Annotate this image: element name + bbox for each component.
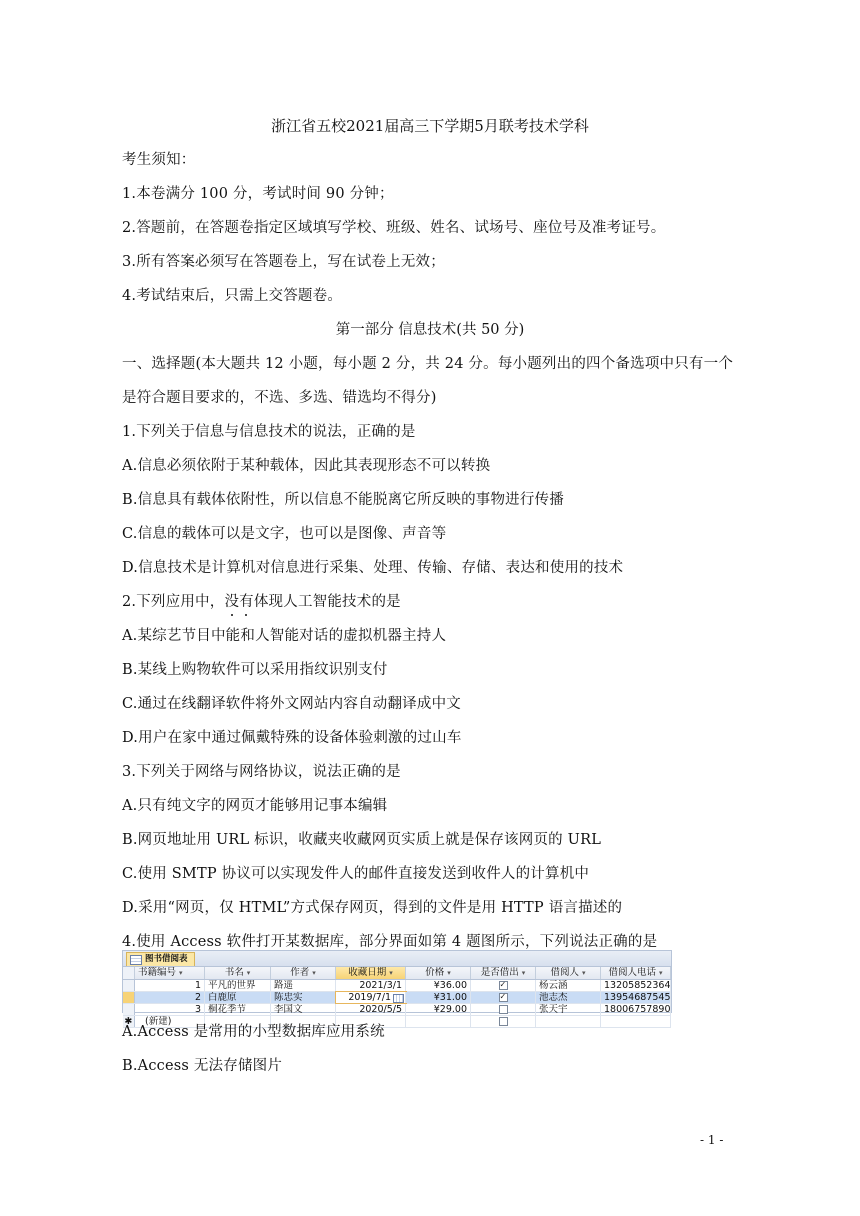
cell-author[interactable]: 路遥 (271, 980, 336, 991)
empty-cell[interactable] (601, 1016, 671, 1027)
notice-item: 2.答题前，在答题卷指定区域填写学校、班级、姓名、试场号、座位号及准考证号。 (122, 220, 666, 236)
date-picker-icon[interactable] (393, 994, 404, 1003)
option: D.用户在家中通过佩戴特殊的设备体验刺激的过山车 (122, 730, 462, 746)
table-row[interactable] (123, 1004, 671, 1016)
option: B.网页地址用 URL 标识，收藏夹收藏网页实质上就是保存该网页的 URL (122, 832, 602, 848)
part-title: 第一部分 信息技术(共 50 分) (335, 322, 525, 338)
cell-id[interactable]: 1 (135, 980, 205, 991)
notice-item: 4.考试结束后，只需上交答题卷。 (122, 288, 343, 304)
record-selector[interactable] (123, 980, 135, 991)
column-header[interactable]: 书名 ▾ (205, 967, 271, 979)
cell-price[interactable]: ¥31.00 (406, 992, 471, 1003)
new-record-label[interactable]: (新建) (135, 1016, 205, 1027)
access-datasheet-figure (122, 950, 672, 1027)
question-stem: 3.下列关于网络与网络协议，说法正确的是 (122, 764, 401, 780)
column-header[interactable]: 价格 ▾ (406, 967, 471, 979)
dropdown-arrow-icon: ▾ (659, 969, 663, 977)
stem-text: 2.下列应用中， (122, 594, 225, 610)
column-header[interactable]: 借阅人电话 ▾ (601, 967, 671, 979)
section-instructions: 一、选择题(本大题共 12 小题，每小题 2 分，共 24 分。每小题列出的四个备选项中只有一个 (122, 356, 734, 372)
exam-title: 浙江省五校2021届高三下学期5月联考技术学科 (271, 117, 589, 135)
table-row[interactable] (123, 980, 671, 992)
cell-id[interactable]: 3 (135, 1004, 205, 1015)
table-row-selected[interactable] (123, 992, 671, 1004)
cell-author[interactable]: 陈忠实 (271, 992, 336, 1003)
cell-borrower[interactable]: 池志杰 (536, 992, 601, 1003)
column-header[interactable]: 作者 ▾ (271, 967, 336, 979)
question-stem: 1.下列关于信息与信息技术的说法，正确的是 (122, 424, 416, 440)
checkbox[interactable] (499, 993, 508, 1002)
cell-lent[interactable] (471, 1016, 536, 1027)
cell-lent[interactable] (471, 992, 536, 1003)
dropdown-arrow-icon: ▾ (389, 969, 393, 977)
tab-label: 图书借阅表 (145, 954, 188, 964)
column-header[interactable]: 借阅人 ▾ (536, 967, 601, 979)
cell-date-active[interactable]: 2019/7/1 (336, 992, 406, 1003)
record-selector[interactable] (123, 1004, 135, 1015)
notice-item: 1.本卷满分 100 分，考试时间 90 分钟； (122, 186, 394, 202)
dropdown-arrow-icon: ▾ (582, 969, 586, 977)
cell-author[interactable]: 李国文 (271, 1004, 336, 1015)
option: C.使用 SMTP 协议可以实现发件人的邮件直接发送到收件人的计算机中 (122, 866, 590, 882)
cell-id[interactable]: 2 (135, 992, 205, 1003)
cell-price[interactable]: ¥29.00 (406, 1004, 471, 1015)
column-header[interactable]: 书籍编号 ▾ (135, 967, 205, 979)
option: D.信息技术是计算机对信息进行采集、处理、传输、存储、表达和使用的技术 (122, 560, 624, 576)
datasheet-grid (123, 967, 671, 1028)
cell-name[interactable]: 平凡的世界 (205, 980, 271, 991)
select-all-cell[interactable] (123, 967, 135, 979)
cell-borrower[interactable]: 杨云涵 (536, 980, 601, 991)
checkbox[interactable] (499, 1017, 508, 1026)
dropdown-arrow-icon: ▾ (179, 969, 183, 977)
checkbox[interactable] (499, 981, 508, 990)
cell-borrower[interactable]: 张天宇 (536, 1004, 601, 1015)
column-header[interactable]: 是否借出 ▾ (471, 967, 536, 979)
page-number: - 1 - (700, 1133, 724, 1147)
dropdown-arrow-icon: ▾ (312, 969, 316, 977)
option: A.某综艺节目中能和人智能对话的虚拟机器主持人 (122, 628, 447, 644)
option: B.Access 无法存储图片 (122, 1058, 283, 1074)
dropdown-arrow-icon: ▾ (246, 969, 251, 977)
cell-name[interactable]: 白鹿原 (205, 992, 271, 1003)
cell-date[interactable]: 2021/3/1 (336, 980, 406, 991)
cell-price[interactable]: ¥36.00 (406, 980, 471, 991)
column-header-sorted[interactable]: 收藏日期 ▾ (336, 967, 406, 979)
cell-date[interactable]: 2020/5/5 (336, 1004, 406, 1015)
notice-item: 3.所有答案必须写在答题卷上，写在试卷上无效； (122, 254, 445, 270)
cell-lent[interactable] (471, 1004, 536, 1015)
question-stem (122, 590, 401, 611)
cell-phone[interactable]: 18006757890 (601, 1004, 671, 1015)
dropdown-arrow-icon: ▾ (447, 969, 451, 977)
section-instructions: 是符合题目要求的，不选、多选、错选均不得分) (122, 390, 437, 406)
tab-bar (123, 951, 671, 967)
option: C.通过在线翻译软件将外文网站内容自动翻译成中文 (122, 696, 461, 712)
cell-lent[interactable] (471, 980, 536, 991)
record-selector[interactable] (123, 992, 135, 1003)
emphasis-char: 没 (224, 594, 240, 610)
cell-name[interactable]: 桐花季节 (205, 1004, 271, 1015)
option: D.采用“网页，仅 HTML”方式保存网页，得到的文件是用 HTTP 语言描述的 (122, 900, 623, 916)
new-record-icon: ✱ (123, 1016, 135, 1027)
table-icon (130, 955, 142, 965)
question-stem: 4.使用 Access 软件打开某数据库，部分界面如第 4 题图所示，下列说法正确的是 (122, 934, 658, 950)
tab-table[interactable] (126, 952, 195, 966)
empty-cell[interactable] (536, 1016, 601, 1027)
emphasis-char: 有 (239, 594, 254, 610)
option: C.信息的载体可以是文字，也可以是图像、声音等 (122, 526, 447, 542)
dropdown-arrow-icon: ▾ (521, 969, 526, 977)
empty-cell[interactable] (406, 1016, 471, 1027)
checkbox[interactable] (499, 1005, 508, 1014)
option: B.某线上购物软件可以采用指纹识别支付 (122, 662, 388, 678)
notice-heading: 考生须知： (122, 152, 196, 168)
cell-phone[interactable]: 13954687545 (601, 992, 671, 1003)
option: B.信息具有载体依附性，所以信息不能脱离它所反映的事物进行传播 (122, 492, 564, 508)
option: A.Access 是常用的小型数据库应用系统 (122, 1024, 385, 1040)
option: A.只有纯文字的网页才能够用记事本编辑 (122, 798, 388, 814)
header-row (123, 967, 671, 980)
option: A.信息必须依附于某种载体，因此其表现形态不可以转换 (122, 458, 491, 474)
stem-text: 体现人工智能技术的是 (253, 594, 401, 610)
cell-phone[interactable]: 13205852364 (601, 980, 671, 991)
